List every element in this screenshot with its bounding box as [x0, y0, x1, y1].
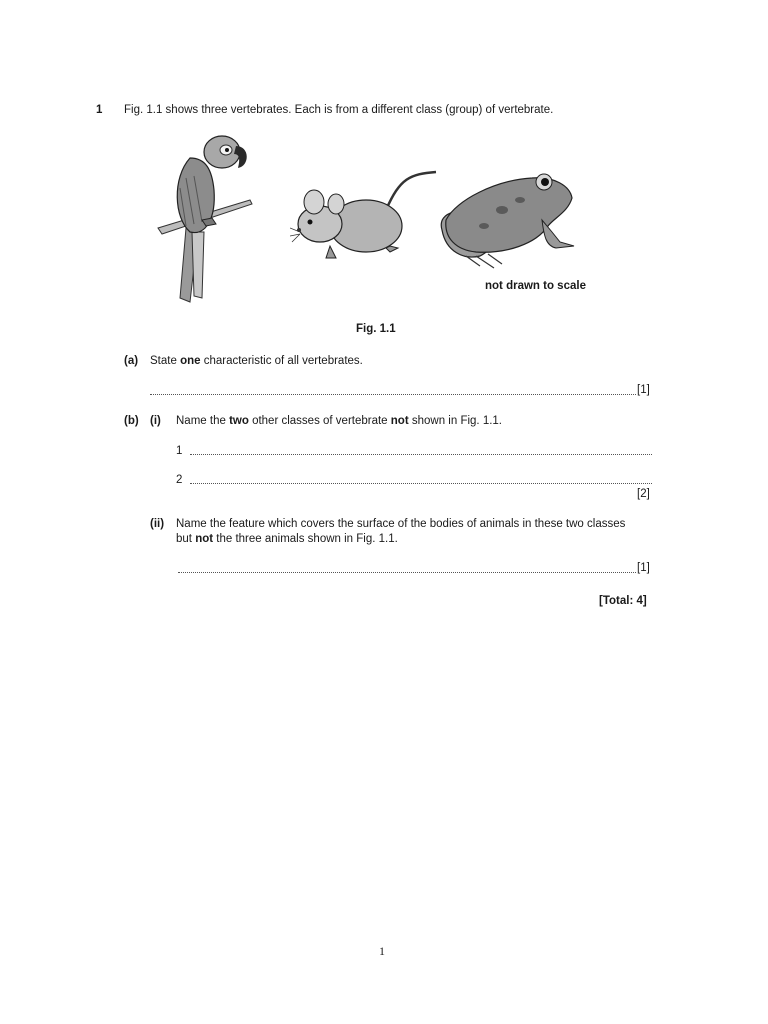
part-b-i-answer-line-1[interactable]: [190, 454, 652, 455]
part-a-answer-line[interactable]: [150, 394, 636, 395]
page-number: 1: [379, 944, 385, 958]
part-b-ii-marks: [1]: [637, 562, 650, 574]
part-b-label: (b): [124, 415, 139, 427]
part-a-label: (a): [124, 355, 139, 367]
part-b-ii-answer-line[interactable]: [178, 572, 636, 573]
part-b-ii-question-line2: but not the three animals shown in Fig. 1.1.: [176, 533, 398, 545]
part-a-marks: [1]: [637, 384, 650, 396]
part-b-i-label: (i): [150, 415, 161, 427]
answer-number-1: 1: [176, 445, 183, 457]
question-number: 1: [96, 104, 103, 116]
part-b-i-answer-line-2[interactable]: [190, 483, 652, 484]
part-b-i-question: Name the two other classes of vertebrate not shown in Fig. 1.1.: [176, 415, 502, 427]
scale-note: not drawn to scale: [485, 280, 586, 292]
frog-illustration: [436, 160, 578, 272]
total-marks: [Total: 4]: [599, 595, 647, 607]
question-intro: Fig. 1.1 shows three vertebrates. Each is from a different class (group) of vertebrate.: [124, 104, 554, 116]
part-b-ii-label: (ii): [150, 518, 165, 530]
part-b-ii-question-line1: Name the feature which covers the surface of the bodies of animals in these two classes: [176, 518, 626, 530]
mouse-illustration: [290, 168, 440, 272]
answer-number-2: 2: [176, 474, 183, 486]
figure-caption: Fig. 1.1: [356, 323, 396, 335]
parrot-illustration: [150, 128, 260, 306]
part-a-question: State one characteristic of all vertebrates.: [150, 355, 363, 367]
part-b-i-marks: [2]: [637, 488, 650, 500]
